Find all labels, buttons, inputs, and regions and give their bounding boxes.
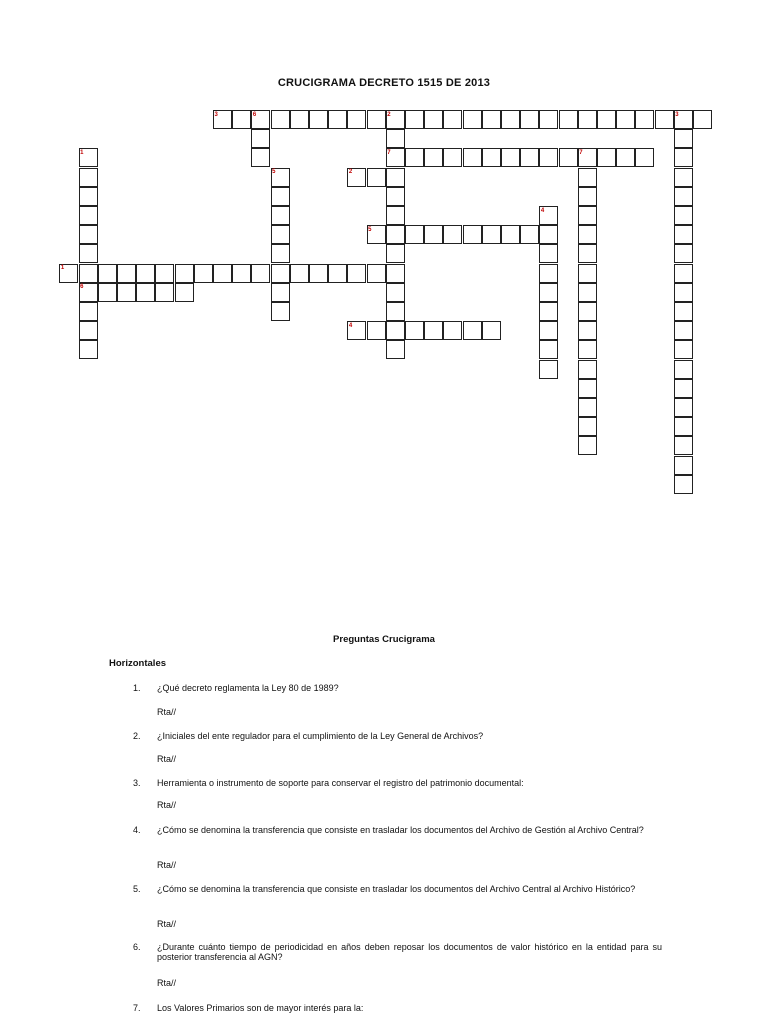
- crossword-cell[interactable]: [674, 187, 693, 206]
- crossword-cell[interactable]: [271, 283, 290, 302]
- crossword-cell[interactable]: [79, 168, 98, 187]
- questions-title: Preguntas Crucigrama: [333, 634, 435, 645]
- crossword-cell[interactable]: [674, 417, 693, 436]
- crossword-cell[interactable]: [386, 225, 405, 244]
- clue-number: 5: [368, 226, 372, 233]
- crossword-cell[interactable]: [674, 148, 693, 167]
- crossword-cell[interactable]: [136, 283, 155, 302]
- crossword-cell[interactable]: [539, 148, 558, 167]
- answer-label: Rta//: [157, 707, 177, 717]
- answer-label: Rta//: [157, 754, 177, 764]
- crossword-cell[interactable]: [597, 110, 616, 129]
- crossword-cell[interactable]: [194, 264, 213, 283]
- crossword-cell[interactable]: [79, 187, 98, 206]
- question-number: 7.: [133, 1003, 141, 1013]
- crossword-cell[interactable]: [155, 283, 174, 302]
- crossword-cell[interactable]: [674, 475, 693, 494]
- page-title: CRUCIGRAMA DECRETO 1515 DE 2013: [277, 77, 491, 89]
- crossword-cell[interactable]: [424, 148, 443, 167]
- crossword-cell[interactable]: [578, 360, 597, 379]
- crossword-cell[interactable]: [578, 321, 597, 340]
- crossword-cell[interactable]: [578, 187, 597, 206]
- crossword-cell[interactable]: [539, 283, 558, 302]
- crossword-cell[interactable]: [424, 110, 443, 129]
- crossword-cell[interactable]: [117, 283, 136, 302]
- crossword-cell[interactable]: [136, 264, 155, 283]
- crossword-cell[interactable]: [79, 264, 98, 283]
- question-number: 1.: [133, 683, 141, 693]
- question-number: 6.: [133, 942, 141, 952]
- crossword-cell[interactable]: [482, 148, 501, 167]
- clue-number: 1: [80, 149, 84, 156]
- clue-number: 7: [387, 149, 391, 156]
- crossword-cell[interactable]: [79, 321, 98, 340]
- question-number: 2.: [133, 731, 141, 741]
- section-horizontal: Horizontales: [109, 658, 167, 669]
- crossword-cell[interactable]: [175, 264, 194, 283]
- crossword-cell[interactable]: [232, 264, 251, 283]
- crossword-cell[interactable]: [539, 302, 558, 321]
- crossword-cell[interactable]: [309, 110, 328, 129]
- clue-number: 5: [272, 169, 276, 176]
- crossword-cell[interactable]: [655, 110, 674, 129]
- clue-number: 7: [579, 149, 583, 156]
- crossword-cell[interactable]: [175, 283, 194, 302]
- crossword-cell[interactable]: [271, 225, 290, 244]
- clue-number: 3: [214, 111, 218, 118]
- crossword-cell[interactable]: [559, 148, 578, 167]
- crossword-cell[interactable]: [674, 206, 693, 225]
- crossword-cell[interactable]: [559, 110, 578, 129]
- crossword-cell[interactable]: [443, 110, 462, 129]
- crossword-cell[interactable]: [386, 321, 405, 340]
- crossword-cell[interactable]: [578, 225, 597, 244]
- crossword-cell[interactable]: [424, 321, 443, 340]
- crossword-cell[interactable]: [367, 264, 386, 283]
- crossword-cell[interactable]: [309, 264, 328, 283]
- crossword-cell[interactable]: [520, 148, 539, 167]
- crossword-cell[interactable]: [98, 283, 117, 302]
- crossword-cell[interactable]: [386, 187, 405, 206]
- crossword-cell[interactable]: [213, 110, 232, 129]
- crossword-cell[interactable]: [539, 244, 558, 263]
- crossword-cell[interactable]: [578, 417, 597, 436]
- crossword-cell[interactable]: [367, 321, 386, 340]
- crossword-cell[interactable]: [386, 148, 405, 167]
- crossword-cell[interactable]: [578, 148, 597, 167]
- question-text: ¿Cómo se denomina la transferencia que consiste en trasladar los documentos del Archivo Central al Archivo Histórico?: [157, 884, 636, 894]
- crossword-cell[interactable]: [251, 129, 270, 148]
- crossword-cell[interactable]: [271, 302, 290, 321]
- crossword-cell[interactable]: [674, 436, 693, 455]
- crossword-cell[interactable]: [367, 168, 386, 187]
- clue-number: 2: [387, 111, 391, 118]
- crossword-cell[interactable]: [271, 110, 290, 129]
- crossword-cell[interactable]: [79, 283, 98, 302]
- crossword-cell[interactable]: [482, 110, 501, 129]
- crossword-cell[interactable]: [520, 110, 539, 129]
- crossword-cell[interactable]: [501, 110, 520, 129]
- crossword-cell[interactable]: [674, 379, 693, 398]
- question-text: ¿Durante cuánto tiempo de periodicidad en años deben reposar los documentos de valor histórico en la entidad para su posterior transferencia al AGN?: [157, 942, 662, 962]
- crossword-cell[interactable]: [482, 225, 501, 244]
- crossword-cell[interactable]: [59, 264, 78, 283]
- crossword-cell[interactable]: [578, 264, 597, 283]
- crossword-cell[interactable]: [674, 264, 693, 283]
- crossword-cell[interactable]: [443, 148, 462, 167]
- crossword-cell[interactable]: [443, 225, 462, 244]
- crossword-cell[interactable]: [463, 148, 482, 167]
- crossword-cell[interactable]: [405, 321, 424, 340]
- crossword-cell[interactable]: [539, 321, 558, 340]
- crossword-cell[interactable]: [98, 264, 117, 283]
- crossword-cell[interactable]: [386, 264, 405, 283]
- crossword-cell[interactable]: [79, 340, 98, 359]
- crossword-cell[interactable]: [232, 110, 251, 129]
- crossword-cell[interactable]: [271, 206, 290, 225]
- crossword-cell[interactable]: [271, 168, 290, 187]
- crossword-cell[interactable]: [79, 225, 98, 244]
- crossword-cell[interactable]: [386, 110, 405, 129]
- crossword-cell[interactable]: [79, 244, 98, 263]
- crossword-cell[interactable]: [578, 436, 597, 455]
- crossword-cell[interactable]: [674, 225, 693, 244]
- question-text: Herramienta o instrumento de soporte para conservar el registro del patrimonio documental:: [157, 778, 524, 788]
- crossword-cell[interactable]: [79, 302, 98, 321]
- crossword-cell[interactable]: [424, 225, 443, 244]
- crossword-cell[interactable]: [674, 283, 693, 302]
- crossword-cell[interactable]: [693, 110, 712, 129]
- crossword-cell[interactable]: [386, 168, 405, 187]
- answer-label: Rta//: [157, 919, 177, 929]
- question-text: ¿Qué decreto reglamenta la Ley 80 de 1989?: [157, 683, 339, 693]
- crossword-cell[interactable]: [443, 321, 462, 340]
- crossword-cell[interactable]: [271, 187, 290, 206]
- crossword-cell[interactable]: [405, 148, 424, 167]
- crossword-cell[interactable]: [251, 110, 270, 129]
- crossword-cell[interactable]: [328, 110, 347, 129]
- question-number: 5.: [133, 884, 141, 894]
- crossword-cell[interactable]: [501, 225, 520, 244]
- crossword-cell[interactable]: [578, 244, 597, 263]
- crossword-cell[interactable]: [674, 456, 693, 475]
- crossword-cell[interactable]: [405, 110, 424, 129]
- clue-number: 1: [60, 265, 65, 272]
- crossword-cell[interactable]: [578, 168, 597, 187]
- crossword-cell[interactable]: [674, 129, 693, 148]
- crossword-cell[interactable]: [539, 264, 558, 283]
- crossword-cell[interactable]: [597, 148, 616, 167]
- crossword-cell[interactable]: [482, 321, 501, 340]
- crossword-cell[interactable]: [520, 225, 539, 244]
- crossword-cell[interactable]: [347, 321, 366, 340]
- crossword-cell[interactable]: [616, 148, 635, 167]
- crossword-cell[interactable]: [501, 148, 520, 167]
- crossword-cell[interactable]: [79, 206, 98, 225]
- crossword-cell[interactable]: [367, 110, 386, 129]
- crossword-cell[interactable]: [674, 321, 693, 340]
- question-text: Los Valores Primarios son de mayor interés para la:: [157, 1003, 364, 1013]
- crossword-cell[interactable]: [251, 264, 270, 283]
- crossword-cell[interactable]: [347, 264, 366, 283]
- crossword-cell[interactable]: [386, 244, 405, 263]
- clue-number: 4: [540, 207, 545, 214]
- crossword-cell[interactable]: [155, 264, 174, 283]
- crossword-cell[interactable]: [79, 148, 98, 167]
- crossword-cell[interactable]: [578, 110, 597, 129]
- crossword-cell[interactable]: [674, 340, 693, 359]
- clue-number: 6: [80, 284, 84, 291]
- crossword-cell[interactable]: [635, 148, 654, 167]
- crossword-cell[interactable]: [674, 398, 693, 417]
- crossword-cell[interactable]: [386, 302, 405, 321]
- crossword-cell[interactable]: [539, 110, 558, 129]
- crossword-cell[interactable]: [386, 283, 405, 302]
- clue-number: 3: [675, 111, 679, 118]
- crossword-cell[interactable]: [386, 129, 405, 148]
- crossword-cell[interactable]: [578, 302, 597, 321]
- crossword-cell[interactable]: [578, 398, 597, 417]
- crossword-cell[interactable]: [271, 244, 290, 263]
- crossword-cell[interactable]: [578, 283, 597, 302]
- answer-label: Rta//: [157, 800, 177, 810]
- crossword-cell[interactable]: [213, 264, 232, 283]
- crossword-cell[interactable]: [463, 321, 482, 340]
- question-number: 3.: [133, 778, 141, 788]
- crossword-cell[interactable]: [674, 360, 693, 379]
- crossword-cell[interactable]: [251, 148, 270, 167]
- crossword-cell[interactable]: [463, 225, 482, 244]
- crossword-cell[interactable]: [674, 244, 693, 263]
- answer-label: Rta//: [157, 860, 177, 870]
- crossword-cell[interactable]: [539, 206, 558, 225]
- crossword-cell[interactable]: [328, 264, 347, 283]
- crossword-cell[interactable]: [539, 225, 558, 244]
- crossword-cell[interactable]: [463, 110, 482, 129]
- question-text: ¿Iniciales del ente regulador para el cumplimiento de la Ley General de Archivos?: [157, 731, 484, 741]
- question-text: ¿Cómo se denomina la transferencia que consiste en trasladar los documentos del Archivo de Gestión al Archivo Central?: [157, 825, 644, 835]
- crossword-cell[interactable]: [117, 264, 136, 283]
- crossword-cell[interactable]: [386, 206, 405, 225]
- crossword-cell[interactable]: [271, 264, 290, 283]
- crossword-cell[interactable]: [347, 168, 366, 187]
- crossword-cell[interactable]: [674, 302, 693, 321]
- crossword-cell[interactable]: [386, 340, 405, 359]
- crossword-cell[interactable]: [578, 340, 597, 359]
- crossword-cell[interactable]: [635, 110, 654, 129]
- crossword-cell[interactable]: [539, 340, 558, 359]
- crossword-cell[interactable]: [616, 110, 635, 129]
- clue-number: 6: [252, 111, 257, 118]
- crossword-cell[interactable]: [674, 110, 693, 129]
- question-number: 4.: [133, 825, 141, 835]
- crossword-cell[interactable]: [290, 110, 309, 129]
- answer-label: Rta//: [157, 978, 177, 988]
- clue-number: 4: [348, 322, 353, 329]
- crossword-cell[interactable]: [347, 110, 366, 129]
- crossword-cell[interactable]: [539, 360, 558, 379]
- crossword-cell[interactable]: [578, 379, 597, 398]
- crossword-cell[interactable]: [367, 225, 386, 244]
- crossword-cell[interactable]: [405, 225, 424, 244]
- crossword-cell[interactable]: [290, 264, 309, 283]
- clue-number: 2: [348, 169, 353, 176]
- crossword-cell[interactable]: [578, 206, 597, 225]
- crossword-cell[interactable]: [674, 168, 693, 187]
